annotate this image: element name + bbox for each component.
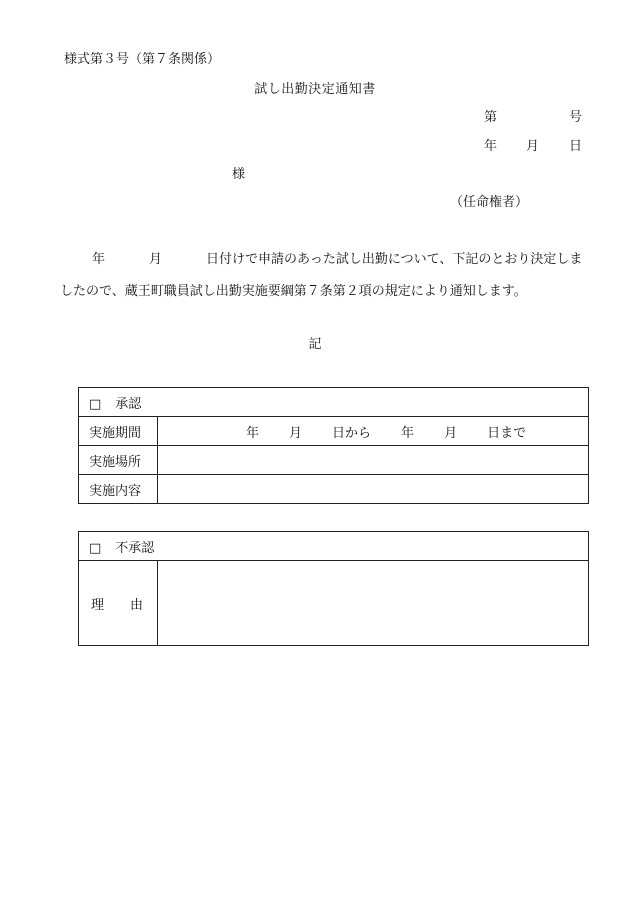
form-number: 様式第３号（第７条関係） [64,52,221,67]
period-label: 実施期間 [79,417,158,446]
period-month-1: 月 [289,425,303,441]
body-year: 年 [92,252,106,267]
number-suffix: 号 [568,110,582,125]
body-line-1-text: 日付けで申請のあった試し出勤について、下記のとおり決定しま [206,252,583,267]
period-year-2: 年 [401,425,415,441]
content-value[interactable] [158,475,589,504]
reason-value[interactable] [158,561,589,646]
number-prefix: 第 [484,110,498,125]
appointer: （任命権者） [450,195,529,210]
disapproval-checkbox[interactable]: □ [89,540,102,556]
reason-char-2: 由 [130,597,144,613]
date-year: 年 [484,139,498,154]
period-day-2: 日まで [487,425,527,441]
period-day-1: 日から [332,425,372,441]
body-month: 月 [149,252,163,267]
approval-checkbox[interactable]: □ [89,396,102,412]
document-title: 試し出勤決定通知書 [254,82,376,97]
approval-table [78,387,589,504]
date-month: 月 [526,139,540,154]
disapproval-label: 不承認 [115,540,155,556]
disapproval-header [79,532,589,561]
period-value [158,417,589,446]
place-label: 実施場所 [79,446,158,475]
content-label: 実施内容 [79,475,158,504]
addressee: 様 [232,167,246,182]
ki-heading: 記 [308,337,322,352]
reason-label [79,561,158,646]
approval-label: 承認 [115,396,142,412]
body-line-2: したので、蔵王町職員試し出勤実施要綱第７条第２項の規定により通知します。 [60,284,527,299]
place-value[interactable] [158,446,589,475]
body-line-1 [92,253,582,266]
date-day: 日 [568,139,582,154]
period-month-2: 月 [444,425,458,441]
disapproval-table [78,531,589,646]
approval-header [79,388,589,417]
period-year-1: 年 [246,425,260,441]
reason-char-1: 理 [91,597,105,613]
